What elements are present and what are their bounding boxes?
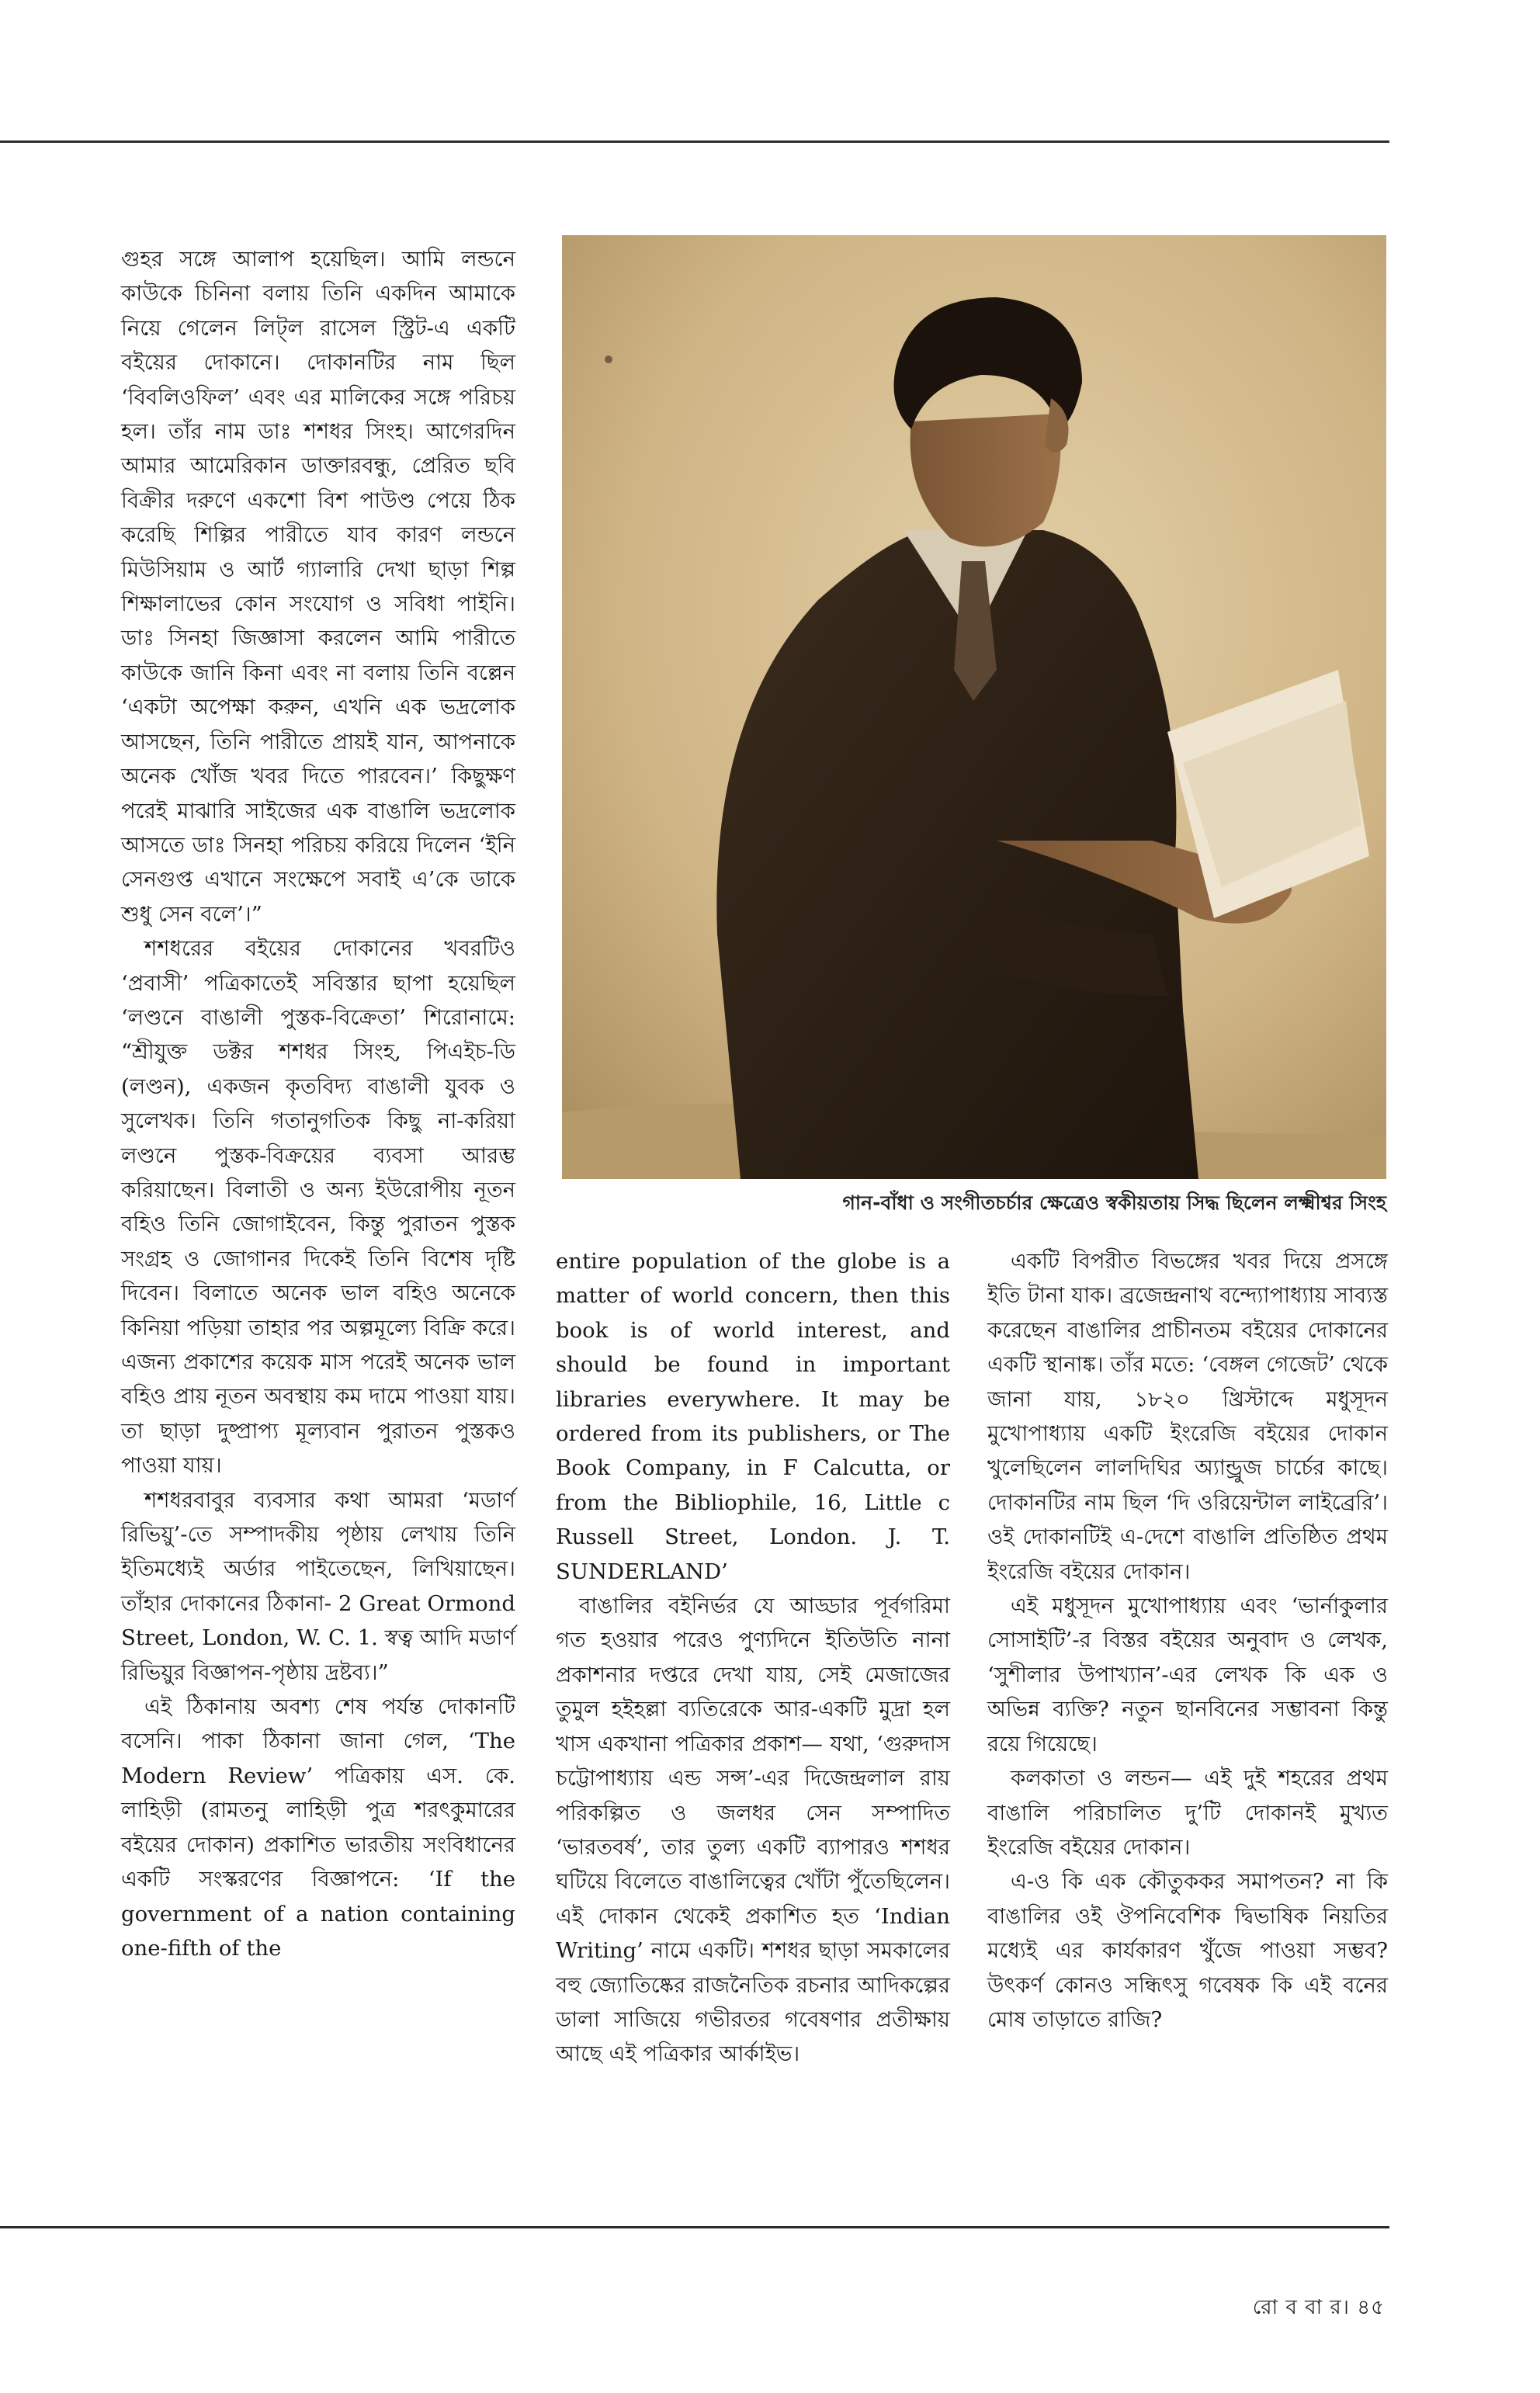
paragraph: একটি বিপরীত বিভঙ্গের খবর দিয়ে প্রসঙ্গে ইতি টানা যাক। ব্রজেন্দ্রনাথ বন্দ্যোপাধ্যায় সাব্যস্ত করেছেন বাঙালির প্রাচীনতম বইয়ের দোকানের একটি স্থানাঙ্ক। তাঁর মতে: ‘বেঙ্গল গেজেট’ থেকে জানা যায়, ১৮২০ খ্রিস্টাব্দে মধুসূদন মুখোপাধ্যায় একটি ইংরেজি বইয়ের দোকান খুলেছিলেন লালদিঘির অ্যান্ড্রুজ চার্চের কাছে। দোকানটির নাম ছিল ‘দি ওরিয়েন্টাল লাইব্রেরি’। ওই দোকানটিই এ-দেশে বাঙালি প্রতিষ্ঠিত প্রথম ইংরেজি বইয়ের দোকান। xyxy=(987,1249,1388,1584)
paragraph: এই ঠিকানায় অবশ্য শেষ পর্যন্ত দোকানটি বসেনি। পাকা ঠিকানা জানা গেল, ‘The Modern Review’ পত্রিকায় এস. কে. লাহিড়ী (রামতনু লাহিড়ী পুত্র শরৎকুমারের বইয়ের দোকান) প্রকাশিত ভারতীয় সংবিধানের একটি সংস্করণের বিজ্ঞাপনে: ‘If the government of a nation containing one-fifth of the xyxy=(121,1694,515,1961)
article-column-left xyxy=(121,242,515,1965)
bottom-rule xyxy=(0,2226,1389,2228)
paragraph: এ-ও কি এক কৌতুককর সমাপতন? না কি বাঙালির ওই ঔপনিবেশিক দ্বিভাষিক নিয়তির মধ্যেই এর কার্যকারণ খুঁজে পাওয়া সম্ভব? উৎকর্ণ কোনও সন্ধিৎসু গবেষক কি এই বনের মোষ তাড়াতে রাজি? xyxy=(987,1869,1388,2032)
paragraph: শশধরবাবুর ব্যবসার কথা আমরা ‘মডার্ণ রিভিয়ু’-তে সম্পাদকীয় পৃষ্ঠায় লেখায় তিনি ইতিমধ্যেই অর্ডার পাইতেছেন, লিখিয়াছেন। তাঁহার দোকানের ঠিকানা- 2 Great Ormond Street, London, W. C. 1. স্বত্ব আদি মডার্ণ রিভিয়ুর বিজ্ঞাপন-পৃষ্ঠায় দ্রষ্টব্য।” xyxy=(121,1487,515,1685)
portrait-photo xyxy=(562,235,1386,1179)
photo-caption: গান-বাঁধা ও সংগীতচর্চার ক্ষেত্রেও স্বকীয়তায় সিদ্ধ ছিলেন লক্ষ্মীশ্বর সিংহ xyxy=(842,1191,1386,1214)
paragraph: গুহর সঙ্গে আলাপ হয়েছিল। আমি লন্ডনে কাউকে চিনিনা বলায় তিনি একদিন আমাকে নিয়ে গেলেন লিট্‌ল রাসেল স্ট্রিট-এ একটি বইয়ের দোকানে। দোকানটির নাম ছিল ‘বিবলিওফিল’ এবং এর মালিকের সঙ্গে পরিচয় হল। তাঁর নাম ডাঃ শশধর সিংহ। আগেরদিন আমার আমেরিকান ডাক্তারবন্ধু, প্রেরিত ছবি বিক্রীর দরুণে একশো বিশ পাউণ্ড পেয়ে ঠিক করেছি শিল্পির পারীতে যাব কারণ লন্ডনে মিউসিয়াম ও আর্ট গ্যালারি দেখা ছাড়া শিল্প শিক্ষালাভের কোন সংযোগ ও সবিধা পাইনি। ডাঃ সিনহা জিজ্ঞাসা করলেন আমি পারীতে কাউকে জানি কিনা এবং না বলায় তিনি বল্লেন ‘একটা অপেক্ষা করুন, এখনি এক ভদ্রলোক আসছেন, তিনি পারীতে প্রায়ই যান, আপনাকে অনেক খোঁজ খবর দিতে পারবেন।’ কিছুক্ষণ পরেই মাঝারি সাইজের এক বাঙালি ভদ্রলোক আসতে ডাঃ সিনহা পরিচয় করিয়ে দিলেন ‘ইনি সেনগুপ্ত এখানে সংক্ষেপে সবাই এ’কে ডাকে শুধু সেন বলে’।” xyxy=(121,247,515,927)
paragraph: কলকাতা ও লন্ডন— এই দুই শহরের প্রথম বাঙালি পরিচালিত দু’টি দোকানই মুখ্যত ইংরেজি বইয়ের দোকান। xyxy=(987,1766,1388,1860)
top-rule xyxy=(0,140,1389,143)
paragraph: entire population of the globe is a matter of world concern, then this book is of world interest, and should be found in important libraries everywhere. It may be ordered from its publishers, or The Book Company, in F Calcutta, or from the Bibliophile, 16, Little c Russell Street, London. J. T. SUNDERLAND’ xyxy=(556,1249,950,1584)
paragraph: এই মধুসূদন মুখোপাধ্যায় এবং ‘ভার্নাকুলার সোসাইটি’-র বিস্তর বইয়ের অনুবাদ ও লেখক, ‘সুশীলার উপাখ্যান’-এর লেখক কি এক ও অভিন্ন ব্যক্তি? নতুন ছানবিনের সম্ভাবনা কিন্তু রয়ে গিয়েছে। xyxy=(987,1594,1388,1757)
paragraph: বাঙালির বইনির্ভর যে আড্ডার পূর্বগরিমা গত হওয়ার পরেও পুণ্যদিনে ইতিউতি নানা প্রকাশনার দপ্তরে দেখা যায়, সেই মেজাজের তুমুল হইহল্লা ব্যতিরেকে আর-একটি মুদ্রা হল খাস একখানা পত্রিকার প্রকাশ— যথা, ‘গুরুদাস চট্টোপাধ্যায় এন্ড সন্স’-এর দিজেন্দ্রলাল রায় পরিকল্পিত ও জলধর সেন সম্পাদিত ‘ভারতবর্ষ’, তার তুল্য একটি ব্যাপারও শশধর ঘটিয়ে বিলেতে বাঙালিত্বের খোঁটা পুঁতেছিলেন। এই দোকান থেকেই প্রকাশিত হত ‘Indian Writing’ নামে একটি। শশধর ছাড়া সমকালের বহু জ্যোতিষ্কের রাজনৈতিক রচনার আদিকল্পের ডালা সাজিয়ে গভীরতর গবেষণার প্রতীক্ষায় আছে এই পত্রিকার আর্কাইভ। xyxy=(556,1594,950,2067)
article-column-right xyxy=(987,1244,1388,2037)
article-column-middle xyxy=(556,1244,950,2072)
paragraph: শশধরের বইয়ের দোকানের খবরটিও ‘প্রবাসী’ পত্রিকাতেই সবিস্তার ছাপা হয়েছিল ‘লণ্ডনে বাঙালী পুস্তক-বিক্রেতা’ শিরোনামে: “শ্রীযুক্ত ডক্টর শশধর সিংহ, পিএইচ-ডি (লণ্ডন), একজন কৃতবিদ্য বাঙালী যুবক ও সুলেখক। তিনি গতানুগতিক কিছু না-করিয়া লণ্ডনে পুস্তক-বিক্রয়ের ব্যবসা আরম্ভ করিয়াছেন। বিলাতী ও অন্য ইউরোপীয় নূতন বহিও তিনি জোগাইবেন, কিন্তু পুরাতন পুস্তক সংগ্রহ ও জোগানর দিকেই তিনি বিশেষ দৃষ্টি দিবেন। বিলাতে অনেক ভাল বহিও অনেকে কিনিয়া পড়িয়া তাহার পর অল্পমূল্যে বিক্রি করে। এজন্য প্রকাশের কয়েক মাস পরেই অনেক ভাল বহিও প্রায় নূতন অবস্থায় কম দামে পাওয়া যায়। তা ছাড়া দুষ্প্রাপ্য মূল্যবান পুরাতন পুস্তকও পাওয়া যায়। xyxy=(121,936,515,1479)
page-folio: রো ব বা র। ৪৫ xyxy=(1252,2296,1385,2319)
